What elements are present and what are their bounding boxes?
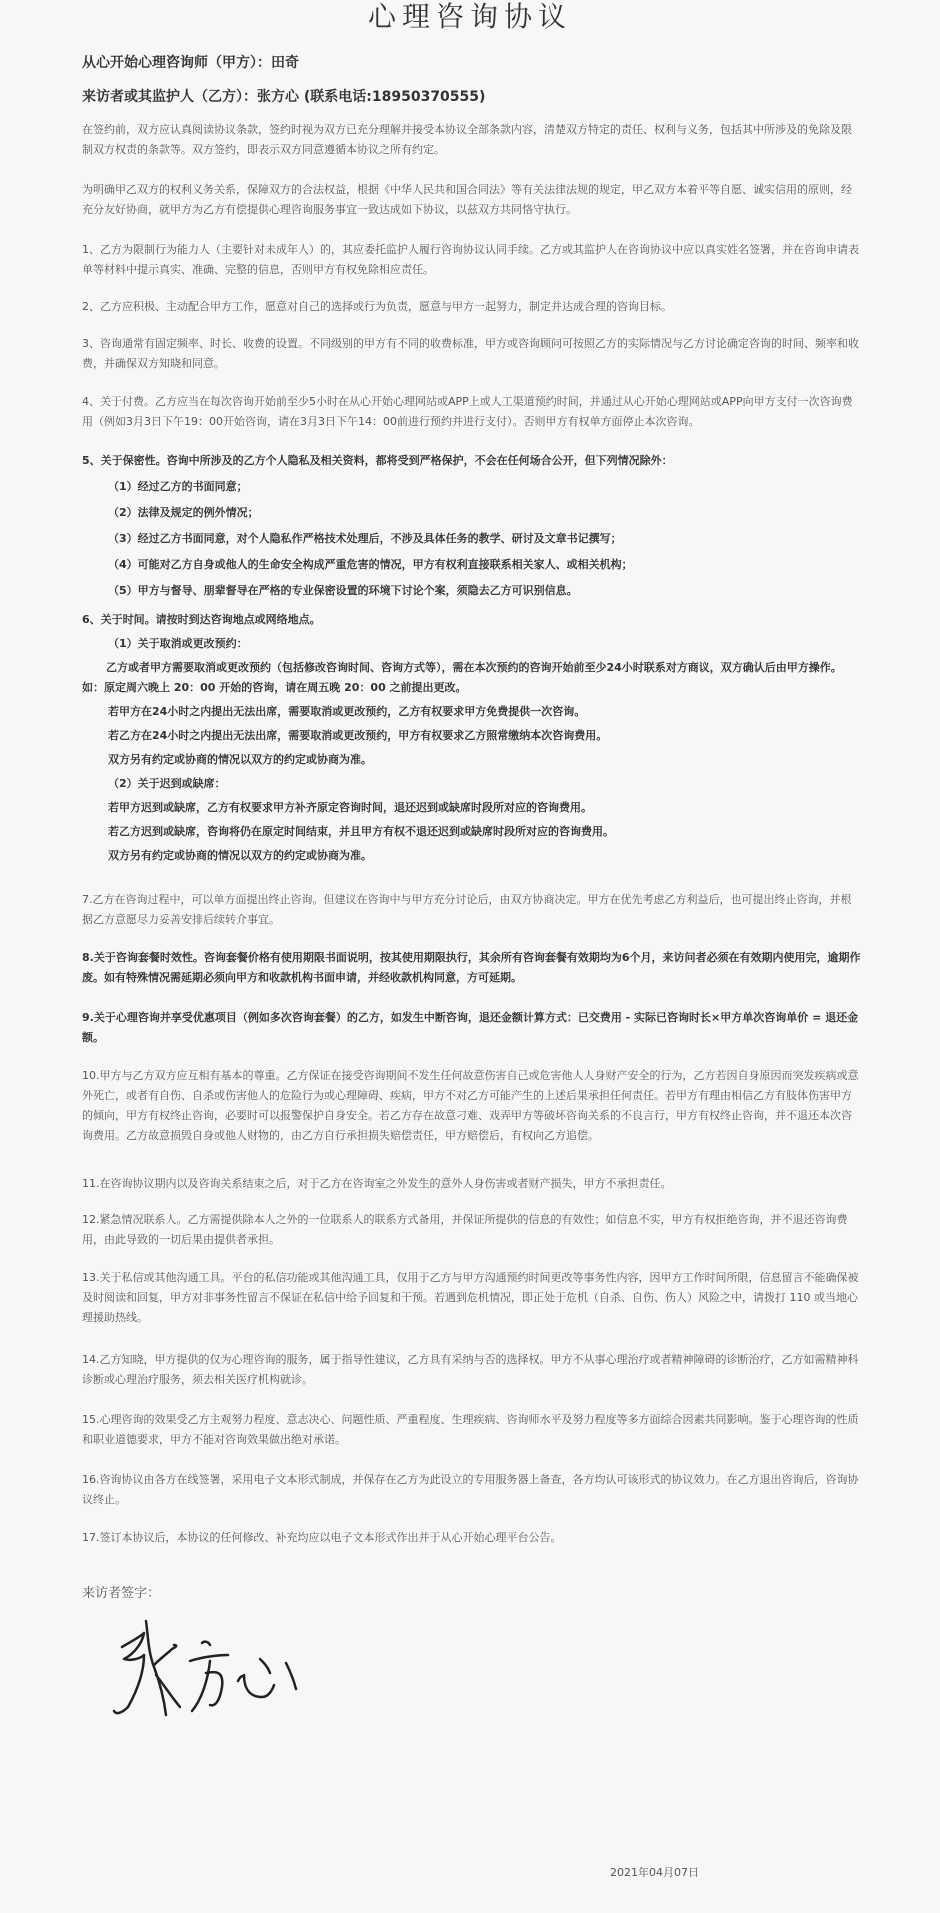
clause-6-sub2-line-3: 双方另有约定或协商的情况以双方的约定或协商为准。 xyxy=(108,849,372,862)
clause-6 xyxy=(82,610,862,866)
clause-15: 15.心理咨询的效果受乙方主观努力程度、意志决心、问题性质、严重程度、生理疾病、咨询师水平及努力程度等多方面综合因素共同影响。鉴于心理咨询的性质和职业道德要求，甲方不能对咨询效果做出绝对承诺。 xyxy=(82,1413,859,1446)
clause-6-sub1-line-3: 双方另有约定或协商的情况以双方的约定或协商为准。 xyxy=(108,753,372,766)
signing-date: 2021年04月07日 xyxy=(610,1866,699,1879)
party-b: 来访者或其监护人（乙方）：张方心 (联系电话:18950370555) xyxy=(82,89,486,105)
clause-12: 12.紧急情况联系人。乙方需提供除本人之外的一位联系人的联系方式备用，并保证所提供的信息的有效性；如信息不实，甲方有权拒绝咨询，并不退还咨询费用，由此导致的一切后果由提供者承担。 xyxy=(82,1213,848,1246)
clause-5-item-2: （2）法律及规定的例外情况； xyxy=(108,506,259,519)
clause-6-sub1-line-2: 若乙方在24小时之内提出无法出席，需要取消或更改预约，甲方有权要求乙方照常缴纳本次咨询费用。 xyxy=(108,729,608,742)
clause-5-item-5: （5）甲方与督导、朋辈督导在严格的专业保密设置的环境下讨论个案，须隐去乙方可识别信息。 xyxy=(108,584,578,597)
page-title: 心理咨询协议 xyxy=(367,0,572,33)
clause-11: 11.在咨询协议期内以及咨询关系结束之后，对于乙方在咨询室之外发生的意外人身伤害或者财产损失，甲方不承担责任。 xyxy=(82,1177,672,1190)
clause-5-item-4: （4）可能对乙方自身或他人的生命安全构成严重危害的情况，甲方有权利直接联系相关家人、或相关机构； xyxy=(108,558,633,571)
clause-6-sub1-body: 乙方或者甲方需要取消或更改预约（包括修改咨询时间、咨询方式等），需在本次预约的咨询开始前至少24小时联系对方商议，双方确认后由甲方操作。如：原定周六晚上 20：00 开始的咨询，请在周五晚 20：00 之前提出更改。 xyxy=(82,661,842,694)
intro-paragraph-1: 在签约前，双方应认真阅读协议条款，签约时视为双方已充分理解并接受本协议全部条款内容，清楚双方特定的责任、权利与义务，包括其中所涉及的免除及限制双方权责的条款等。双方签约，即表示双方同意遵循本协议之所有约定。 xyxy=(82,123,852,156)
clause-13: 13.关于私信或其他沟通工具。平台的私信功能或其他沟通工具，仅用于乙方与甲方沟通预约时间更改等事务性内容，因甲方工作时间所限，信息留言不能确保被及时阅读和回复，甲方对非事务性留言不保证在私信中给予回复和干预。若遇到危机情况，即正处于危机（自杀、自伤、伤人）风险之中，请拨打 110 或当地心理援助热线。 xyxy=(82,1271,859,1324)
handwritten-signature xyxy=(110,1615,340,1725)
clause-6-sub1-line-1: 若甲方在24小时之内提出无法出席，需要取消或更改预约，乙方有权要求甲方免费提供一次咨询。 xyxy=(108,705,586,718)
signature-label: 来访者签字： xyxy=(82,1586,161,1601)
clause-6-sub2-line-2: 若乙方迟到或缺席，咨询将仍在原定时间结束，并且甲方有权不退还迟到或缺席时段所对应的咨询费用。 xyxy=(108,825,614,838)
clause-5-head: 5、关于保密性。咨询中所涉及的乙方个人隐私及相关资料，都将受到严格保护，不会在任何场合公开，但下列情况除外： xyxy=(82,454,673,467)
intro-paragraph-2: 为明确甲乙双方的权利义务关系，保障双方的合法权益，根据《中华人民共和国合同法》等有关法律法规的规定，甲乙双方本着平等自愿、诚实信用的原则，经充分友好协商，就甲方为乙方有偿提供心理咨询服务事宜一致达成如下协议，以兹双方共同恪守执行。 xyxy=(82,183,852,216)
clause-6-sub2-line-1: 若甲方迟到或缺席，乙方有权要求甲方补齐原定咨询时间，退还迟到或缺席时段所对应的咨询费用。 xyxy=(108,801,592,814)
clause-1: 1、乙方为限制行为能力人（主要针对未成年人）的，其应委托监护人履行咨询协议认同手续。乙方或其监护人在咨询协议中应以真实姓名签署，并在咨询申请表单等材料中提示真实、准确、完整的信息，否则甲方有权免除相应责任。 xyxy=(82,243,859,276)
clause-5-item-1: （1）经过乙方的书面同意； xyxy=(108,480,248,493)
clause-2: 2、乙方应积极、主动配合甲方工作，愿意对自己的选择或行为负责，愿意与甲方一起努力，制定并达成合理的咨询目标。 xyxy=(82,300,672,313)
clause-5 xyxy=(82,451,862,601)
clause-8: 8.关于咨询套餐时效性。咨询套餐价格有使用期限书面说明，按其使用期限执行，其余所有咨询套餐有效期均为6个月，来访问者必须在有效期内使用完，逾期作废。如有特殊情况需延期必须向甲方和收款机构书面申请，并经收款机构同意，方可延期。 xyxy=(82,951,861,984)
clause-14: 14.乙方知晓，甲方提供的仅为心理咨询的服务，属于指导性建议，乙方具有采纳与否的选择权。甲方不从事心理治疗或者精神障碍的诊断治疗，乙方如需精神科诊断或心理治疗服务，须去相关医疗机构就诊。 xyxy=(82,1353,859,1386)
clause-5-item-3: （3）经过乙方书面同意，对个人隐私作严格技术处理后，不涉及具体任务的教学、研讨及文章书记撰写； xyxy=(108,532,622,545)
clause-16: 16.咨询协议由各方在线签署，采用电子文本形式制成，并保存在乙方为此设立的专用服务器上备查，各方均认可该形式的协议效力。在乙方退出咨询后，咨询协议终止。 xyxy=(82,1473,859,1506)
clause-6-sub1-head: （1）关于取消或更改预约： xyxy=(108,637,248,650)
clause-3: 3、咨询通常有固定频率、时长、收费的设置。不同级别的甲方有不同的收费标准，甲方或咨询顾问可按照乙方的实际情况与乙方讨论确定咨询的时间、频率和收费，并确保双方知晓和同意。 xyxy=(82,337,859,370)
clause-7: 7.乙方在咨询过程中，可以单方面提出终止咨询。但建议在咨询中与甲方充分讨论后，由双方协商决定。甲方在优先考虑乙方利益后，也可提出终止咨询，并根据乙方意愿尽力妥善安排后续转介事宜。 xyxy=(82,893,852,926)
clause-10: 10.甲方与乙方双方应互相有基本的尊重。乙方保证在接受咨询期间不发生任何故意伤害自己或危害他人人身财产安全的行为，乙方若因自身原因而突发疾病或意外死亡，或者有自伤、自杀或伤害他人的危险行为或心理障碍、疾病，甲方不对乙方可能产生的上述后果承担任何责任。若甲方有理由相信乙方有肢体伤害甲方的倾向，甲方有权终止咨询，必要时可以报警保护自身安全。若乙方存在故意刁难、戏弄甲方等破坏咨询关系的不良言行，甲方有权终止咨询，并不退还本次咨询费用。乙方故意损毁自身或他人财物的，由乙方自行承担损失赔偿责任，甲方赔偿后，有权向乙方追偿。 xyxy=(82,1069,859,1142)
clause-6-head: 6、关于时间。请按时到达咨询地点或网络地点。 xyxy=(82,613,321,626)
clause-17: 17.签订本协议后，本协议的任何修改、补充均应以电子文本形式作出并于从心开始心理平台公告。 xyxy=(82,1531,562,1544)
party-a: 从心开始心理咨询师（甲方）：田奇 xyxy=(82,55,299,71)
clause-9: 9.关于心理咨询并享受优惠项目（例如多次咨询套餐）的乙方，如发生中断咨询，退还金额计算方式：已交费用 - 实际已咨询时长×甲方单次咨询单价 = 退还金额。 xyxy=(82,1011,859,1044)
clause-6-sub2-head: （2）关于迟到或缺席： xyxy=(108,777,226,790)
clause-4: 4、关于付费。乙方应当在每次咨询开始前至少5小时在从心开始心理网站或APP上或人工渠道预约时间，并通过从心开始心理网站或APP向甲方支付一次咨询费用（例如3月3日下午19：00开始咨询，请在3月3日下午14：00前进行预约并进行支付）。否则甲方有权单方面停止本次咨询。 xyxy=(82,395,853,428)
